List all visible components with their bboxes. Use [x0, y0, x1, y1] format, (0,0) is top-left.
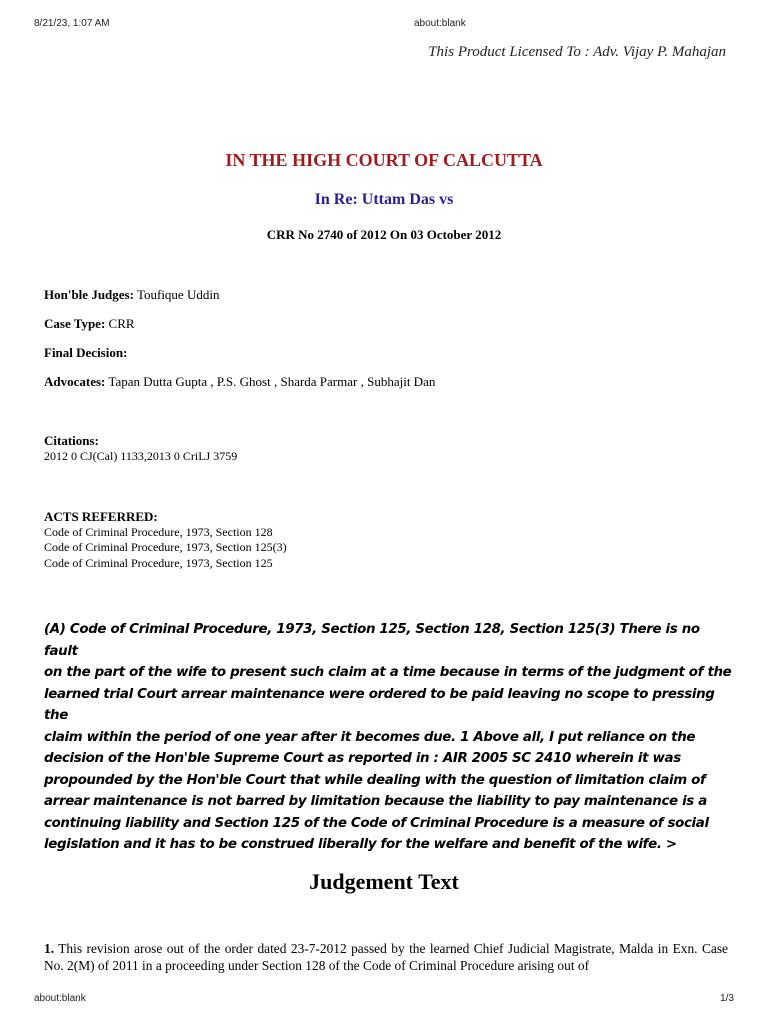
- case-type-field: [44, 316, 135, 332]
- act-item: Code of Criminal Procedure, 1973, Section 128: [44, 524, 273, 539]
- acts-referred-label: ACTS REFERRED:: [44, 509, 158, 524]
- footer-url: about:blank: [34, 993, 86, 1004]
- headnote-line: decision of the Hon'ble Supreme Court as reported in : AIR 2005 SC 2410 wherein it was: [44, 751, 681, 766]
- license-notice: This Product Licensed To : Adv. Vijay P. Mahajan: [428, 44, 726, 60]
- judges-value: Toufique Uddin: [136, 287, 220, 302]
- headnote-line: on the part of the wife to present such claim at a time because in terms of the judgment of the: [44, 665, 732, 680]
- print-datetime: 8/21/23, 1:07 AM: [34, 18, 110, 29]
- paragraph-1: [44, 940, 728, 974]
- headnote-line: continuing liability and Section 125 of the Code of Criminal Procedure is a measure of social: [44, 815, 709, 831]
- headnote-line: arrear maintenance is not barred by limitation because the liability to pay maintenance is a: [44, 794, 707, 809]
- final-decision-field: [44, 345, 127, 361]
- headnote: [44, 619, 734, 856]
- case-type-label: Case Type:: [44, 316, 106, 331]
- act-item: Code of Criminal Procedure, 1973, Section 125(3): [44, 540, 287, 554]
- headnote-line: propounded by the Hon'ble Court that while dealing with the question of limitation claim of: [44, 772, 706, 788]
- paragraph-text: This revision arose out of the order dated 23-7-2012 passed by the learned Chief Judicial Magistrate, Malda in Exn. Case No. 2(M) of 2011 in a proceeding under Section 128 of the Code of Criminal Procedure arising out of: [44, 941, 728, 973]
- headnote-line: claim within the period of one year after it becomes due. 1 Above all, I put reliance on the: [44, 729, 696, 745]
- paragraph-number: 1.: [44, 941, 55, 956]
- citations-label: Citations:: [44, 433, 99, 448]
- print-footer: [34, 993, 734, 1007]
- citations-block: [44, 433, 237, 464]
- advocates-label: Advocates:: [44, 374, 106, 389]
- acts-referred-block: [44, 509, 287, 571]
- citations-value: 2012 0 CJ(Cal) 1133,2013 0 CriLJ 3759: [44, 448, 238, 463]
- headnote-line: (A) Code of Criminal Procedure, 1973, Section 125, Section 128, Section 125(3) There is no fault: [44, 622, 700, 659]
- headnote-line: learned trial Court arrear maintenance were ordered to be paid leaving no scope to pressing the: [44, 686, 715, 723]
- print-url: about:blank: [414, 18, 466, 29]
- advocates-field: [44, 374, 435, 390]
- case-number: CRR No 2740 of 2012 On 03 October 2012: [266, 227, 502, 242]
- page-number: 1/3: [720, 993, 734, 1004]
- headnote-line: legislation and it has to be construed liberally for the welfare and benefit of the wife. >: [44, 837, 677, 852]
- court-title: IN THE HIGH COURT OF CALCUTTA: [225, 150, 543, 170]
- final-decision-label: Final Decision:: [44, 345, 128, 360]
- case-name: In Re: Uttam Das vs: [314, 191, 454, 208]
- case-type-value: CRR: [108, 316, 135, 331]
- advocates-value: Tapan Dutta Gupta , P.S. Ghost , Sharda Parmar , Subhajit Dan: [108, 374, 436, 389]
- print-header: [34, 18, 734, 32]
- judges-field: [44, 287, 219, 303]
- judges-label: Hon'ble Judges:: [44, 287, 134, 302]
- act-item: Code of Criminal Procedure, 1973, Section 125: [44, 555, 273, 570]
- judgement-title: Judgement Text: [309, 869, 459, 894]
